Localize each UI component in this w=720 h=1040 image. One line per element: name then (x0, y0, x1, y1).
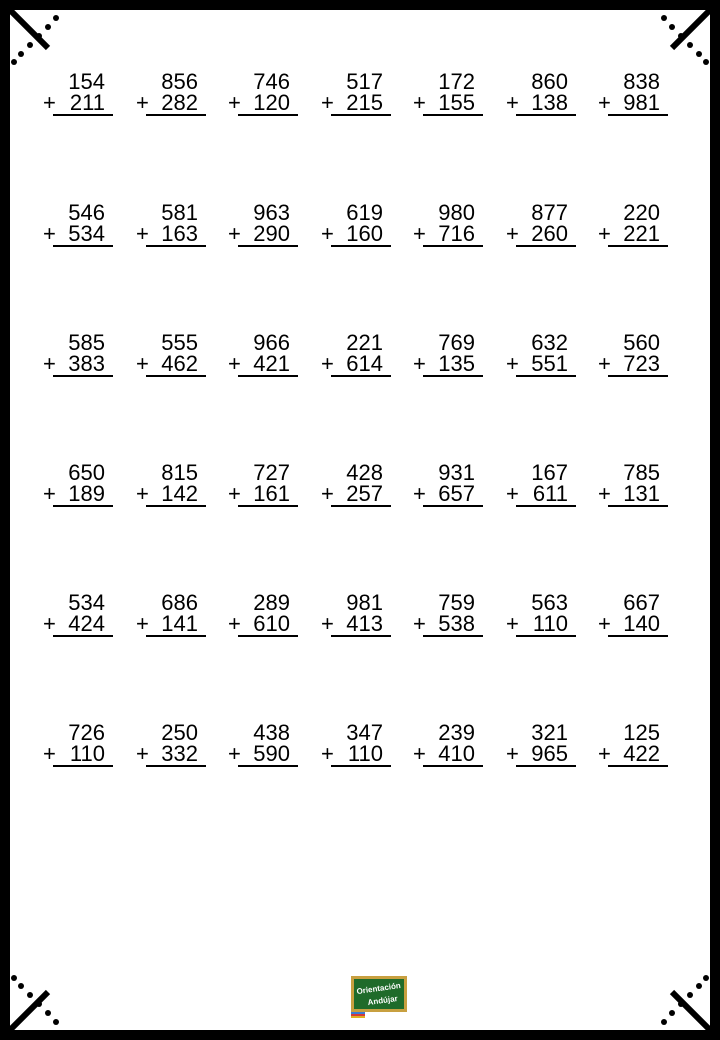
bottom-addend-row (136, 92, 206, 113)
addition-problem (321, 462, 391, 504)
addition-problem (506, 462, 576, 504)
top-addend: 769 (438, 330, 475, 355)
bottom-addend: 110 (69, 741, 105, 766)
bottom-addend: 614 (346, 351, 383, 376)
plus-sign: + (321, 221, 334, 246)
top-addend: 581 (161, 200, 198, 225)
bottom-addend-row (598, 223, 668, 244)
top-addend: 856 (161, 69, 198, 94)
bottom-addend: 422 (623, 741, 660, 766)
plus-sign: + (43, 221, 56, 246)
bottom-addend: 163 (161, 221, 198, 246)
addition-problem (321, 722, 391, 764)
bottom-addend: 260 (531, 221, 568, 246)
sum-line (146, 505, 206, 507)
bottom-addend-row (506, 92, 576, 113)
sum-line (423, 765, 483, 767)
bottom-addend: 138 (531, 90, 568, 115)
bottom-addend-row (506, 613, 576, 634)
bottom-addend: 141 (161, 611, 198, 636)
sum-line (423, 114, 483, 116)
bottom-addend: 965 (531, 741, 568, 766)
top-addend: 250 (161, 720, 198, 745)
bottom-addend-row (321, 483, 391, 504)
plus-sign: + (321, 741, 334, 766)
plus-sign: + (321, 351, 334, 376)
bottom-addend-row (413, 743, 483, 764)
addition-problem (506, 71, 576, 113)
addition-problem (43, 71, 113, 113)
addition-problem (43, 202, 113, 244)
top-addend: 172 (438, 69, 475, 94)
top-addend: 667 (623, 590, 660, 615)
bottom-addend: 716 (438, 221, 475, 246)
addition-problem (506, 332, 576, 374)
addition-problem (598, 462, 668, 504)
sum-line (608, 245, 668, 247)
bottom-addend: 413 (346, 611, 383, 636)
plus-sign: + (506, 481, 519, 506)
addition-problem (43, 462, 113, 504)
addition-problem (321, 71, 391, 113)
bottom-addend-row (598, 353, 668, 374)
bottom-addend: 282 (161, 90, 198, 115)
top-addend: 560 (623, 330, 660, 355)
top-addend: 815 (161, 460, 198, 485)
plus-sign: + (506, 90, 519, 115)
sum-line (516, 505, 576, 507)
plus-sign: + (413, 90, 426, 115)
plus-sign: + (228, 90, 241, 115)
top-addend: 632 (531, 330, 568, 355)
top-addend: 239 (438, 720, 475, 745)
bottom-addend: 142 (161, 481, 198, 506)
bottom-addend-row (413, 613, 483, 634)
bottom-addend-row (136, 223, 206, 244)
sum-line (238, 245, 298, 247)
sum-line (516, 635, 576, 637)
bottom-addend-row (43, 223, 113, 244)
bottom-addend-row (43, 613, 113, 634)
bottom-addend: 410 (438, 741, 475, 766)
plus-sign: + (413, 351, 426, 376)
plus-sign: + (43, 351, 56, 376)
bottom-addend-row (136, 483, 206, 504)
plus-sign: + (43, 611, 56, 636)
plus-sign: + (228, 481, 241, 506)
bottom-addend-row (136, 743, 206, 764)
bottom-addend: 257 (346, 481, 383, 506)
sum-line (331, 505, 391, 507)
bottom-addend-row (43, 92, 113, 113)
sum-line (423, 505, 483, 507)
plus-sign: + (321, 611, 334, 636)
bottom-addend-row (43, 743, 113, 764)
bottom-addend: 723 (623, 351, 660, 376)
plus-sign: + (598, 221, 611, 246)
top-addend: 154 (68, 69, 105, 94)
sum-line (608, 114, 668, 116)
addition-problem (413, 592, 483, 634)
sum-line (238, 765, 298, 767)
top-addend: 517 (346, 69, 383, 94)
bottom-addend-row (506, 743, 576, 764)
sum-line (608, 635, 668, 637)
top-addend: 555 (161, 330, 198, 355)
bottom-addend-row (321, 353, 391, 374)
top-addend: 785 (623, 460, 660, 485)
sum-line (608, 505, 668, 507)
sum-line (331, 114, 391, 116)
sum-line (238, 114, 298, 116)
addition-problem (413, 202, 483, 244)
plus-sign: + (413, 481, 426, 506)
sum-line (238, 375, 298, 377)
top-addend: 347 (346, 720, 383, 745)
sum-line (516, 375, 576, 377)
bottom-addend: 215 (346, 90, 383, 115)
bottom-addend: 657 (438, 481, 475, 506)
addition-problem (598, 202, 668, 244)
logo-text-line2: Andújar (367, 993, 399, 1008)
addition-problem (43, 332, 113, 374)
top-addend: 860 (531, 69, 568, 94)
top-addend: 980 (438, 200, 475, 225)
bottom-addend: 332 (161, 741, 198, 766)
bottom-addend-row (321, 613, 391, 634)
sum-line (53, 505, 113, 507)
bottom-addend: 140 (623, 611, 660, 636)
top-addend: 563 (531, 590, 568, 615)
bottom-addend-row (136, 353, 206, 374)
addition-problem (598, 332, 668, 374)
top-addend: 125 (623, 720, 660, 745)
top-addend: 221 (346, 330, 383, 355)
addition-problem (413, 722, 483, 764)
plus-sign: + (321, 481, 334, 506)
sum-line (53, 375, 113, 377)
top-addend: 759 (438, 590, 475, 615)
sum-line (423, 375, 483, 377)
addition-problem (413, 462, 483, 504)
plus-sign: + (228, 611, 241, 636)
top-addend: 650 (68, 460, 105, 485)
bottom-addend-row (413, 92, 483, 113)
plus-sign: + (506, 611, 519, 636)
addition-problem (506, 592, 576, 634)
bottom-addend: 160 (346, 221, 383, 246)
top-addend: 220 (623, 200, 660, 225)
sum-line (423, 635, 483, 637)
top-addend: 438 (253, 720, 290, 745)
bottom-addend-row (43, 483, 113, 504)
addition-problem (43, 722, 113, 764)
plus-sign: + (321, 90, 334, 115)
top-addend: 966 (253, 330, 290, 355)
plus-sign: + (413, 741, 426, 766)
bottom-addend-row (321, 223, 391, 244)
plus-sign: + (136, 611, 149, 636)
sum-line (146, 635, 206, 637)
addition-problem (136, 462, 206, 504)
plus-sign: + (598, 611, 611, 636)
plus-sign: + (413, 611, 426, 636)
plus-sign: + (43, 90, 56, 115)
bottom-addend-row (43, 353, 113, 374)
bottom-addend-row (136, 613, 206, 634)
addition-problem (43, 592, 113, 634)
top-addend: 727 (253, 460, 290, 485)
top-addend: 726 (68, 720, 105, 745)
addition-problem (413, 71, 483, 113)
top-addend: 931 (438, 460, 475, 485)
addition-problem (228, 202, 298, 244)
addition-problem (413, 332, 483, 374)
top-addend: 321 (531, 720, 568, 745)
bottom-addend: 211 (69, 90, 105, 115)
bottom-addend-row (321, 92, 391, 113)
sum-line (238, 635, 298, 637)
top-addend: 534 (68, 590, 105, 615)
bottom-addend: 131 (623, 481, 660, 506)
bottom-addend: 421 (253, 351, 290, 376)
bottom-addend-row (228, 483, 298, 504)
bottom-addend-row (506, 353, 576, 374)
bottom-addend: 981 (623, 90, 660, 115)
addition-problem (506, 722, 576, 764)
plus-sign: + (136, 351, 149, 376)
top-addend: 546 (68, 200, 105, 225)
sum-line (146, 375, 206, 377)
plus-sign: + (598, 351, 611, 376)
bottom-addend: 221 (623, 221, 660, 246)
bottom-addend-row (598, 92, 668, 113)
addition-problem (228, 71, 298, 113)
bottom-addend-row (598, 743, 668, 764)
sum-line (53, 114, 113, 116)
top-addend: 428 (346, 460, 383, 485)
bottom-addend-row (413, 353, 483, 374)
addition-problem (136, 722, 206, 764)
orientacion-andujar-logo (351, 976, 407, 1018)
bottom-addend-row (228, 613, 298, 634)
sum-line (238, 505, 298, 507)
bottom-addend: 120 (253, 90, 290, 115)
plus-sign: + (228, 221, 241, 246)
bottom-addend: 110 (347, 741, 383, 766)
bottom-addend: 590 (253, 741, 290, 766)
sum-line (608, 375, 668, 377)
bottom-addend: 161 (253, 481, 290, 506)
sum-line (53, 245, 113, 247)
logo-text-line1: Orientación (356, 980, 402, 997)
sum-line (146, 765, 206, 767)
addition-problem (321, 332, 391, 374)
sum-line (146, 245, 206, 247)
plus-sign: + (413, 221, 426, 246)
plus-sign: + (136, 221, 149, 246)
bottom-addend: 189 (68, 481, 105, 506)
top-addend: 167 (531, 460, 568, 485)
top-addend: 981 (346, 590, 383, 615)
bottom-addend: 155 (438, 90, 475, 115)
bottom-addend: 610 (253, 611, 290, 636)
addition-problem (136, 592, 206, 634)
plus-sign: + (43, 481, 56, 506)
addition-problem (506, 202, 576, 244)
addition-problem (598, 71, 668, 113)
plus-sign: + (598, 741, 611, 766)
top-addend: 838 (623, 69, 660, 94)
bottom-addend: 538 (438, 611, 475, 636)
top-addend: 746 (253, 69, 290, 94)
bottom-addend: 534 (68, 221, 105, 246)
sum-line (516, 765, 576, 767)
bottom-addend-row (413, 483, 483, 504)
addition-problem (228, 332, 298, 374)
bottom-addend: 424 (68, 611, 105, 636)
top-addend: 585 (68, 330, 105, 355)
bottom-addend-row (228, 223, 298, 244)
bottom-addend: 290 (253, 221, 290, 246)
plus-sign: + (598, 481, 611, 506)
sum-line (608, 765, 668, 767)
plus-sign: + (136, 481, 149, 506)
sum-line (331, 375, 391, 377)
sum-line (516, 245, 576, 247)
bottom-addend-row (506, 483, 576, 504)
sum-line (53, 635, 113, 637)
addition-problem (598, 592, 668, 634)
bottom-addend: 551 (531, 351, 568, 376)
bottom-addend: 462 (161, 351, 198, 376)
addition-problem (136, 71, 206, 113)
sum-line (146, 114, 206, 116)
plus-sign: + (506, 741, 519, 766)
bottom-addend-row (321, 743, 391, 764)
addition-problem (321, 202, 391, 244)
sum-line (331, 635, 391, 637)
plus-sign: + (136, 741, 149, 766)
sum-line (516, 114, 576, 116)
addition-problem-grid (10, 10, 710, 1030)
bottom-addend: 383 (68, 351, 105, 376)
top-addend: 877 (531, 200, 568, 225)
plus-sign: + (136, 90, 149, 115)
bottom-addend: 611 (532, 481, 568, 506)
plus-sign: + (506, 351, 519, 376)
bottom-addend-row (228, 353, 298, 374)
top-addend: 963 (253, 200, 290, 225)
top-addend: 289 (253, 590, 290, 615)
sum-line (331, 245, 391, 247)
plus-sign: + (228, 741, 241, 766)
bottom-addend-row (228, 743, 298, 764)
sum-line (331, 765, 391, 767)
addition-problem (228, 592, 298, 634)
bottom-addend-row (413, 223, 483, 244)
addition-problem (321, 592, 391, 634)
sum-line (423, 245, 483, 247)
top-addend: 619 (346, 200, 383, 225)
bottom-addend-row (228, 92, 298, 113)
plus-sign: + (43, 741, 56, 766)
addition-problem (598, 722, 668, 764)
plus-sign: + (228, 351, 241, 376)
bottom-addend: 135 (438, 351, 475, 376)
bottom-addend-row (598, 613, 668, 634)
addition-problem (136, 332, 206, 374)
plus-sign: + (506, 221, 519, 246)
addition-problem (228, 462, 298, 504)
bottom-addend-row (506, 223, 576, 244)
addition-problem (228, 722, 298, 764)
sum-line (53, 765, 113, 767)
plus-sign: + (598, 90, 611, 115)
bottom-addend-row (598, 483, 668, 504)
bottom-addend: 110 (532, 611, 568, 636)
addition-problem (136, 202, 206, 244)
top-addend: 686 (161, 590, 198, 615)
